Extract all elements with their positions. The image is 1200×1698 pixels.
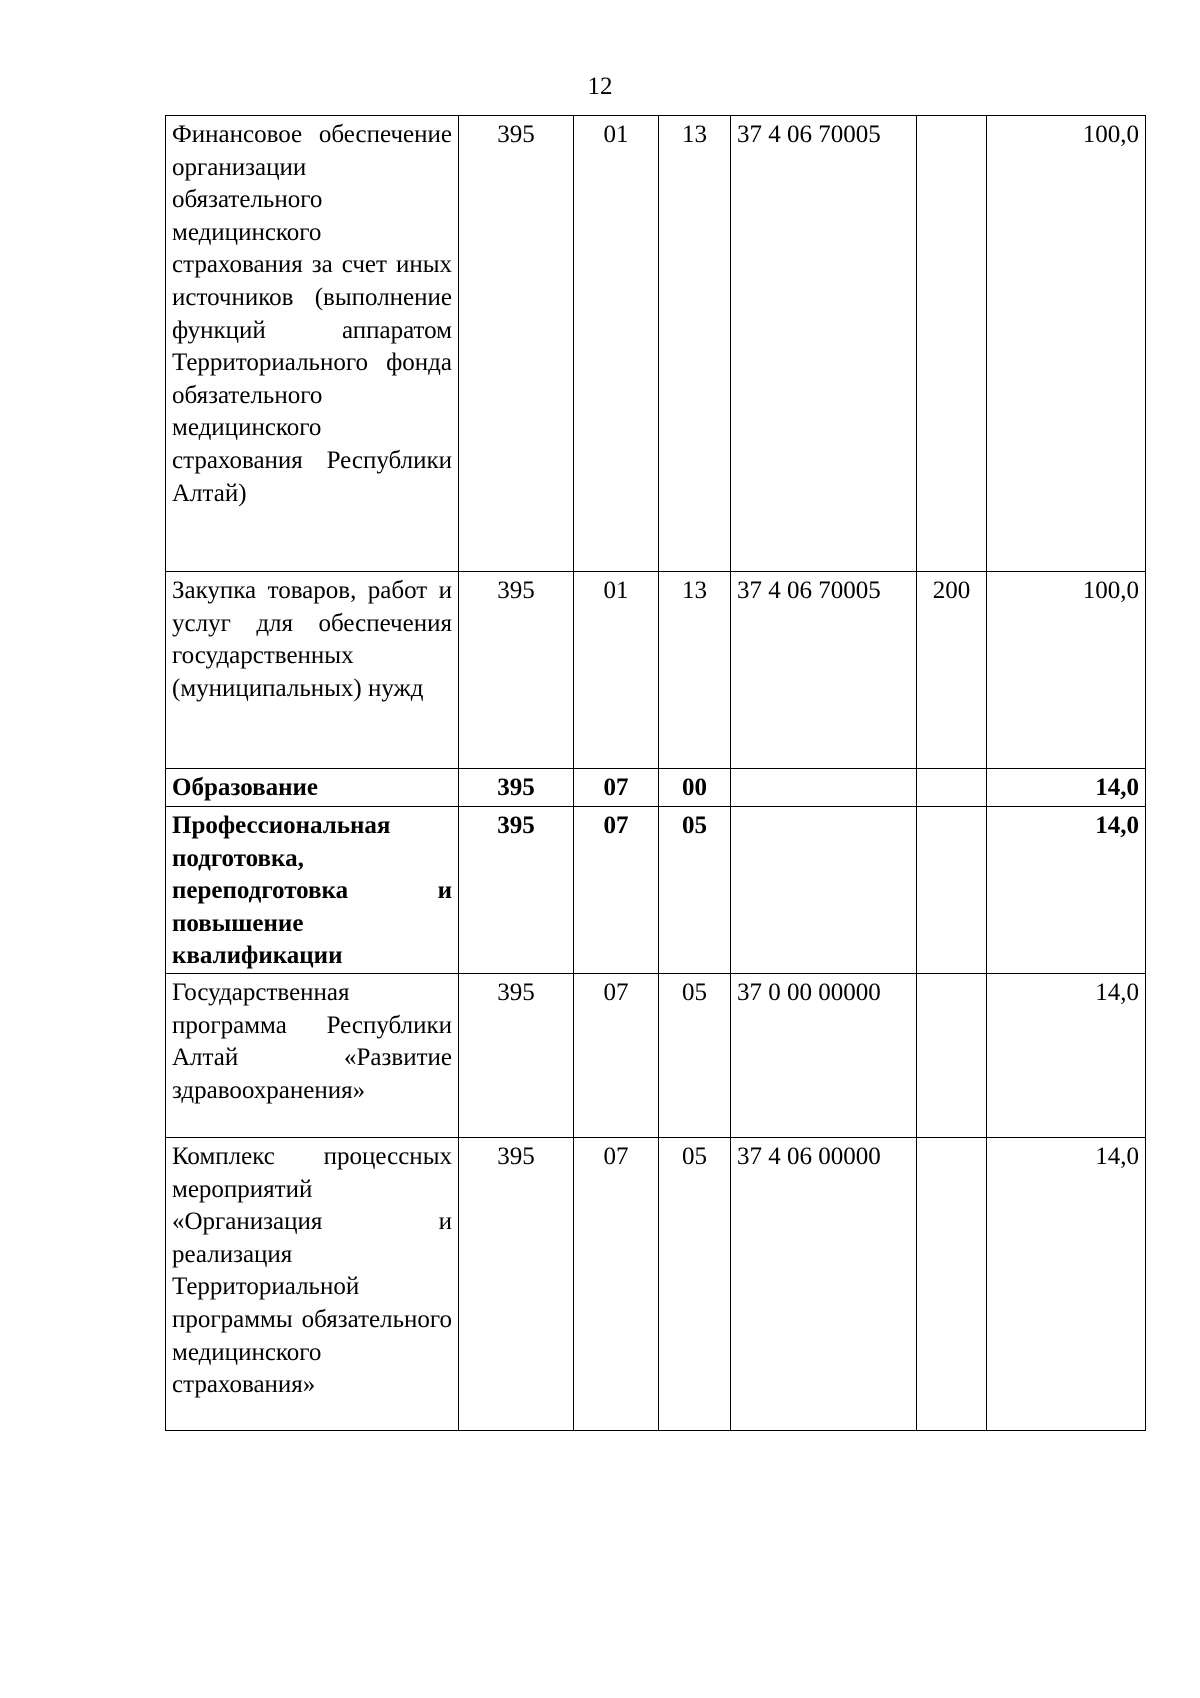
expense-type-code bbox=[917, 807, 987, 974]
amount: 100,0 bbox=[987, 572, 1146, 769]
subsection-code: 05 bbox=[659, 807, 731, 974]
target-code: 37 4 06 70005 bbox=[731, 572, 917, 769]
row-name: Финансовое обеспечение организации обязательного медицинского страхования за счет иных источников (выполнение функций аппаратом Территориального фонда обязательного медицинского страхования Республики Алтай) bbox=[166, 116, 459, 572]
target-code: 37 4 06 00000 bbox=[731, 1137, 917, 1430]
row-name: Образование bbox=[166, 769, 459, 807]
row-name: Закупка товаров, работ и услуг для обеспечения государственных (муниципальных) нужд bbox=[166, 572, 459, 769]
target-code bbox=[731, 769, 917, 807]
section-code: 07 bbox=[574, 769, 659, 807]
expense-type-code bbox=[917, 116, 987, 572]
expense-type-code bbox=[917, 769, 987, 807]
expense-type-code bbox=[917, 973, 987, 1137]
subsection-code: 05 bbox=[659, 1137, 731, 1430]
section-code: 07 bbox=[574, 1137, 659, 1430]
table-row bbox=[166, 973, 1146, 1137]
amount: 14,0 bbox=[987, 769, 1146, 807]
row-name: Комплекс процессных мероприятий «Организация и реализация Территориальной программы обязательного медицинского страхования» bbox=[166, 1137, 459, 1430]
target-code bbox=[731, 807, 917, 974]
ministry-code: 395 bbox=[459, 807, 574, 974]
subsection-code: 05 bbox=[659, 973, 731, 1137]
table-row bbox=[166, 769, 1146, 807]
ministry-code: 395 bbox=[459, 1137, 574, 1430]
ministry-code: 395 bbox=[459, 973, 574, 1137]
target-code: 37 4 06 70005 bbox=[731, 116, 917, 572]
subsection-code: 13 bbox=[659, 572, 731, 769]
section-code: 01 bbox=[574, 116, 659, 572]
amount: 14,0 bbox=[987, 807, 1146, 974]
page-number: 12 bbox=[587, 73, 613, 100]
table-row bbox=[166, 116, 1146, 572]
ministry-code: 395 bbox=[459, 572, 574, 769]
amount: 100,0 bbox=[987, 116, 1146, 572]
section-code: 07 bbox=[574, 807, 659, 974]
amount: 14,0 bbox=[987, 1137, 1146, 1430]
table-row bbox=[166, 807, 1146, 974]
expense-type-code: 200 bbox=[917, 572, 987, 769]
budget-table bbox=[165, 115, 1146, 1431]
ministry-code: 395 bbox=[459, 116, 574, 572]
table-row bbox=[166, 1137, 1146, 1430]
section-code: 07 bbox=[574, 973, 659, 1137]
section-code: 01 bbox=[574, 572, 659, 769]
target-code: 37 0 00 00000 bbox=[731, 973, 917, 1137]
subsection-code: 13 bbox=[659, 116, 731, 572]
expense-type-code bbox=[917, 1137, 987, 1430]
row-name: Государственная программа Республики Алтай «Развитие здравоохранения» bbox=[166, 973, 459, 1137]
ministry-code: 395 bbox=[459, 769, 574, 807]
subsection-code: 00 bbox=[659, 769, 731, 807]
table-row bbox=[166, 572, 1146, 769]
row-name: Профессиональная подготовка, переподготовка и повышение квалификации bbox=[166, 807, 459, 974]
amount: 14,0 bbox=[987, 973, 1146, 1137]
